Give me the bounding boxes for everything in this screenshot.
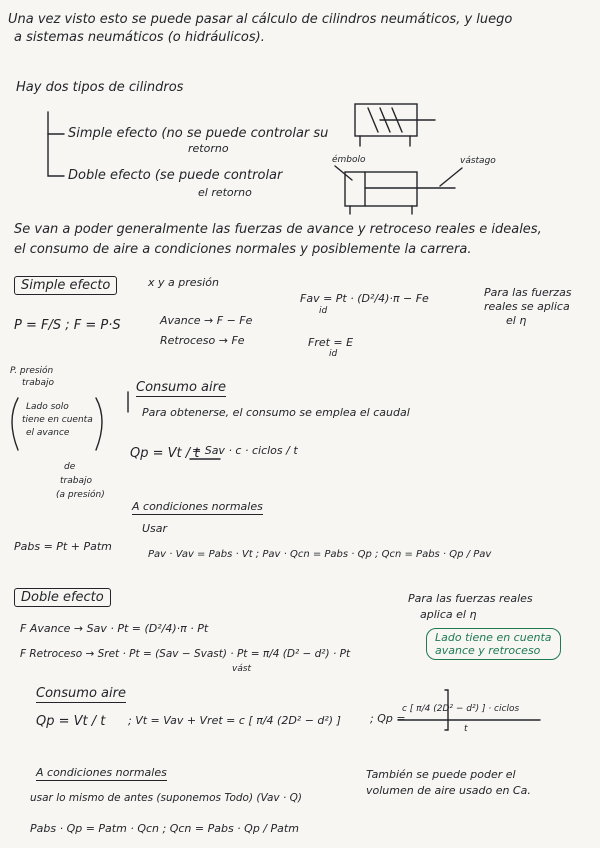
side-de: de: [64, 462, 76, 472]
f-retroceso-formula: F Retroceso → Sret · Pt = (Sav − Svast) · Pt = π/4 (D² − d²) · Pt: [20, 648, 351, 660]
doble-efecto-title: Doble efecto: [14, 588, 111, 607]
vast-sub: vást: [232, 664, 252, 674]
type-doble: Doble efecto (se puede controlar: [68, 168, 283, 183]
bracket-simple: [48, 112, 64, 134]
single-acting-cylinder-sketch: [355, 104, 435, 146]
doble-cond-title: A condiciones normales: [36, 766, 167, 779]
retroceso-formula: Retroceso → Fe: [160, 334, 245, 347]
types-heading: Hay dos tipos de cilindros: [16, 80, 184, 95]
green-note-1: Lado tiene en cuenta: [435, 631, 552, 644]
intro-line-1: Una vez visto esto se puede pasar al cálculo de cilindros neumáticos, y luego: [8, 12, 513, 27]
qp2-lhs: ; Qp =: [370, 712, 406, 725]
reales-note-3: el η: [506, 314, 527, 327]
consumo-aire-title: Consumo aire: [136, 380, 226, 395]
doble-consumo-title: Consumo aire: [36, 686, 126, 701]
doble-pabs-line: Pabs · Qp = Patm · Qcn ; Qcn = Pabs · Qp / Patm: [30, 822, 299, 835]
qp2-numerator: c [ π/4 (2D² − d²) ] · ciclos: [402, 704, 520, 714]
reales-note-2: reales se aplica: [484, 300, 570, 313]
doble-reales-note-2: aplica el η: [420, 608, 477, 621]
side-trabajo-2: trabajo: [60, 476, 92, 486]
type-simple-cont: retorno: [188, 142, 229, 155]
green-note-2: avance y retroceso: [435, 644, 541, 657]
intro-line-2: a sistemas neumáticos (o hidráulicos).: [14, 30, 265, 45]
avance-formula: Avance → F − Fe: [160, 314, 253, 327]
simple-efecto-title: Simple efecto: [14, 276, 117, 295]
bracket-doble: [48, 134, 64, 176]
qp-rhs: = Sav · c · ciclos / t: [192, 444, 298, 457]
doble-cond-desc: usar lo mismo de antes (suponemos Todo) (Vav · Q): [30, 792, 303, 804]
consumo-desc: Para obtenerse, el consumo se emplea el caudal: [142, 406, 410, 419]
label-embolo: émbolo: [332, 155, 366, 165]
f-avance-formula: F Avance → Sav · Pt = (D²/4)·π · Pt: [20, 622, 209, 635]
doble-note-1: También se puede poder el: [366, 768, 516, 781]
fret-sub: id: [329, 349, 338, 359]
qp-formula: Qp = Vt / t: [130, 446, 200, 461]
pressure-formula: P = F/S ; F = P·S: [14, 318, 121, 333]
doble-qp-formula: Qp = Vt / t: [36, 714, 106, 729]
doble-note-2: volumen de aire usado en Ca.: [366, 784, 531, 797]
side-presion-2: (a presión): [56, 490, 105, 500]
cond-normales-title: A condiciones normales: [132, 500, 263, 513]
side-trabajo: trabajo: [22, 378, 54, 388]
reales-note-1: Para las fuerzas: [484, 286, 572, 299]
double-acting-cylinder-sketch: [335, 166, 462, 214]
green-note-box: [426, 628, 561, 660]
intro2-line-2: el consumo de aire a condiciones normales y posiblemente la carrera.: [14, 242, 472, 257]
type-doble-cont: el retorno: [198, 186, 252, 199]
pabs-formula: Pabs = Pt + Patm: [14, 540, 112, 553]
paren-3: el avance: [26, 428, 70, 438]
side-presion: P. presión: [10, 366, 54, 376]
doble-reales-note-1: Para las fuerzas reales: [408, 592, 533, 605]
type-simple: Simple efecto (no se puede controlar su: [68, 126, 329, 141]
fav-formula: Fav = Pt · (D²/4)·π − Fe: [300, 292, 429, 305]
paren-1: Lado solo: [26, 402, 69, 412]
cond-usar: Usar: [142, 522, 168, 535]
doble-vt-formula: ; Vt = Vav + Vret = c [ π/4 (2D² − d²) ]: [128, 714, 341, 727]
paren-2: tiene en cuenta: [22, 415, 93, 425]
intro2-line-1: Se van a poder generalmente las fuerzas de avance y retroceso reales e ideales,: [14, 222, 542, 237]
boyle-formula: Pav · Vav = Pabs · Vt ; Pav · Qcn = Pabs · Qp ; Qcn = Pabs · Qp / Pav: [148, 549, 492, 560]
qp2-denominator: t: [464, 724, 468, 734]
label-vastago: vástago: [460, 156, 496, 166]
fret-formula: Fret = E: [308, 336, 354, 349]
fav-sub: id: [319, 306, 328, 316]
simple-efecto-note: x y a presión: [148, 276, 220, 289]
